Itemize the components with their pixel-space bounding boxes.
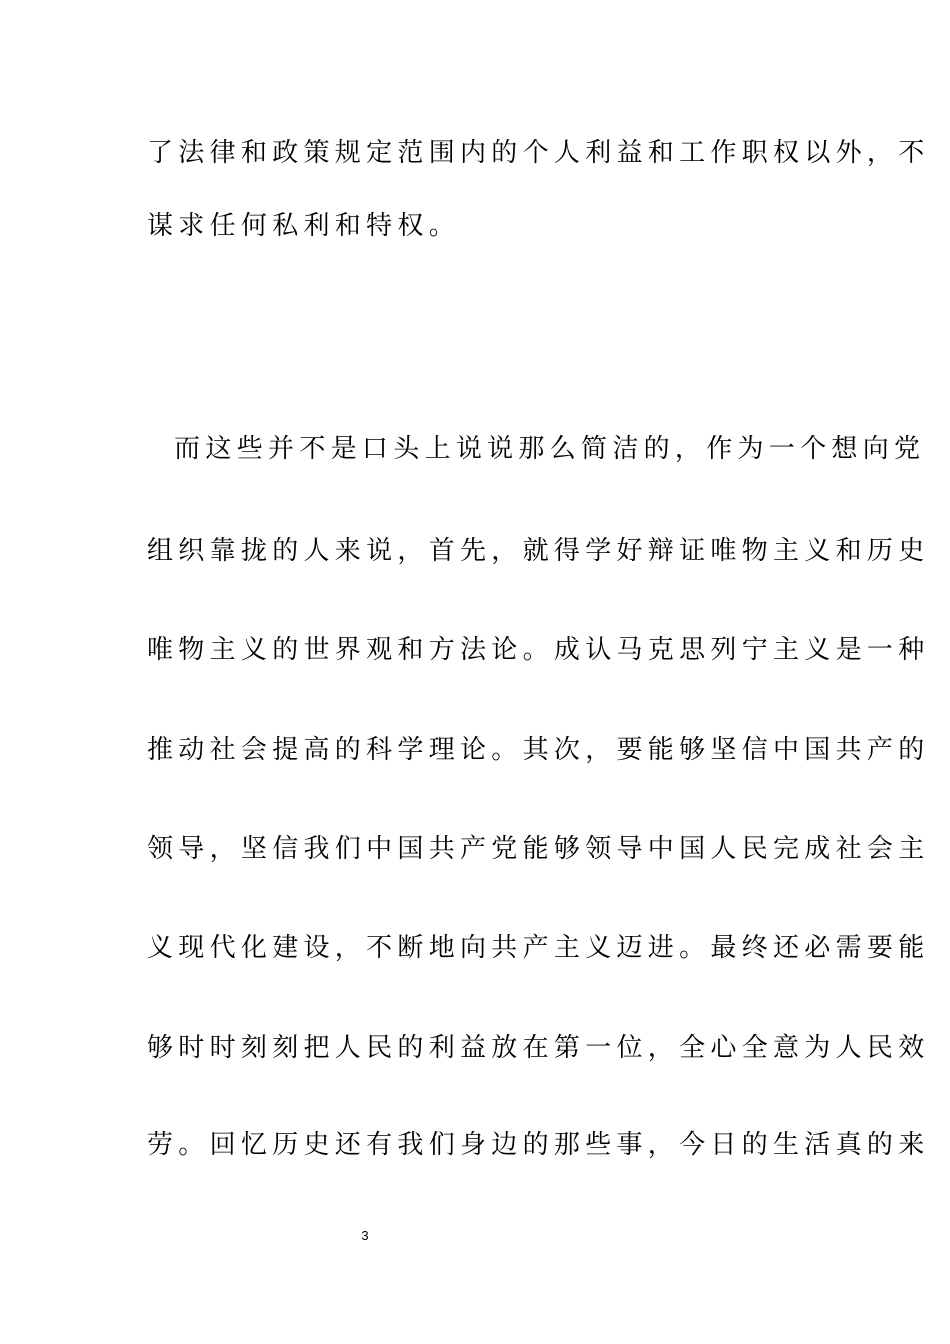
text-line: 组织靠拢的人来说，首先，就得学好辩证唯物主义和历史	[147, 536, 930, 566]
text-line: 义现代化建设，不断地向共产主义迈进。最终还必需要能	[147, 933, 930, 963]
page-number: 3	[361, 1228, 369, 1243]
text-line: 而这些并不是口头上说说那么简洁的，作为一个想向党	[147, 434, 926, 464]
text-line: 劳。回忆历史还有我们身边的那些事，今日的生活真的来	[147, 1130, 930, 1160]
text-line: 谋求任何私利和特权。	[147, 211, 461, 241]
text-line: 了法律和政策规定范围内的个人利益和工作职权以外，不	[147, 138, 930, 168]
text-line: 唯物主义的世界观和方法论。成认马克思列宁主义是一种	[147, 635, 930, 665]
text-line: 领导，坚信我们中国共产党能够领导中国人民完成社会主	[147, 834, 930, 864]
text-line: 够时时刻刻把人民的利益放在第一位，全心全意为人民效	[147, 1033, 930, 1063]
text-line: 推动社会提高的科学理论。其次，要能够坚信中国共产的	[147, 735, 930, 765]
